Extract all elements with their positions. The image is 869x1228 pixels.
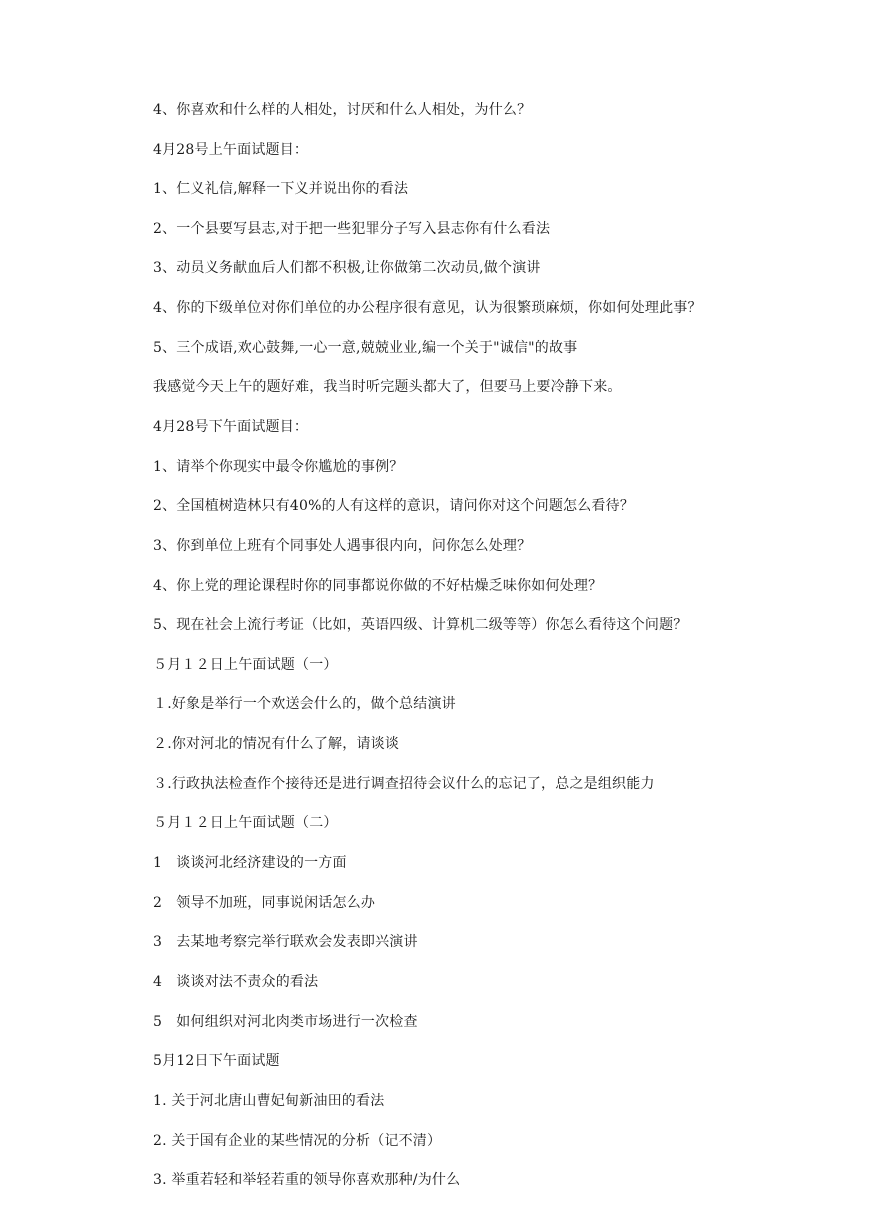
question-line: 3、你到单位上班有个同事处人遇事很内向，问你怎么处理？	[153, 538, 532, 554]
section-heading: 5月12日下午面试题	[153, 1053, 280, 1069]
question-line: ２.你对河北的情况有什么了解，请谈谈	[153, 736, 400, 752]
section-heading: 4月28号上午面试题目：	[153, 142, 309, 158]
question-line: 4、你上党的理论课程时你的同事都说你做的不好枯燥乏味你如何处理？	[153, 578, 603, 594]
question-line: 3 去某地考察完举行联欢会发表即兴演讲	[153, 934, 418, 950]
question-line: 5、三个成语,欢心鼓舞,一心一意,兢兢业业,编一个关于"诚信"的故事	[153, 340, 578, 356]
question-line: 2、一个县要写县志,对于把一些犯罪分子写入县志你有什么看法	[153, 221, 551, 237]
section-heading: 4月28号下午面试题目：	[153, 419, 309, 435]
question-line: 1. 关于河北唐山曹妃甸新油田的看法	[153, 1093, 385, 1109]
question-line: 3、动员义务献血后人们都不积极,让你做第二次动员,做个演讲	[153, 260, 541, 276]
question-line: 2. 关于国有企业的某些情况的分析（记不清）	[153, 1133, 442, 1149]
question-line: 1 谈谈河北经济建设的一方面	[153, 855, 347, 871]
question-line: 4、你的下级单位对你们单位的办公程序很有意见，认为很繁琐麻烦，你如何处理此事？	[153, 300, 702, 316]
question-line: １.好象是举行一个欢送会什么的，做个总结演讲	[153, 696, 456, 712]
question-line: 5、现在社会上流行考证（比如，英语四级、计算机二级等等）你怎么看待这个问题？	[153, 617, 688, 633]
section-heading: ５月１２日上午面试题（二）	[153, 815, 338, 831]
question-line: 4、你喜欢和什么样的人相处，讨厌和什么人相处，为什么？	[153, 102, 532, 118]
question-line: ３.行政执法检查作个接待还是进行调查招待会议什么的忘记了，总之是组织能力	[153, 776, 655, 792]
question-line: 2、全国植树造林只有40%的人有这样的意识，请问你对这个问题怎么看待？	[153, 498, 635, 514]
section-heading: ５月１２日上午面试题（一）	[153, 657, 338, 673]
comment-line: 我感觉今天上午的题好难，我当时听完题头都大了，但要马上要冷静下来。	[153, 379, 622, 395]
question-line: 5 如何组织对河北肉类市场进行一次检查	[153, 1014, 418, 1030]
question-line: 1、仁义礼信,解释一下义并说出你的看法	[153, 181, 409, 197]
question-line: 2 领导不加班，同事说闲话怎么办	[153, 895, 376, 911]
question-line: 4 谈谈对法不责众的看法	[153, 974, 319, 990]
question-line: 1、请举个你现实中最令你尴尬的事例？	[153, 459, 404, 475]
question-line: 3. 举重若轻和举轻若重的领导你喜欢那种/为什么	[153, 1172, 461, 1188]
